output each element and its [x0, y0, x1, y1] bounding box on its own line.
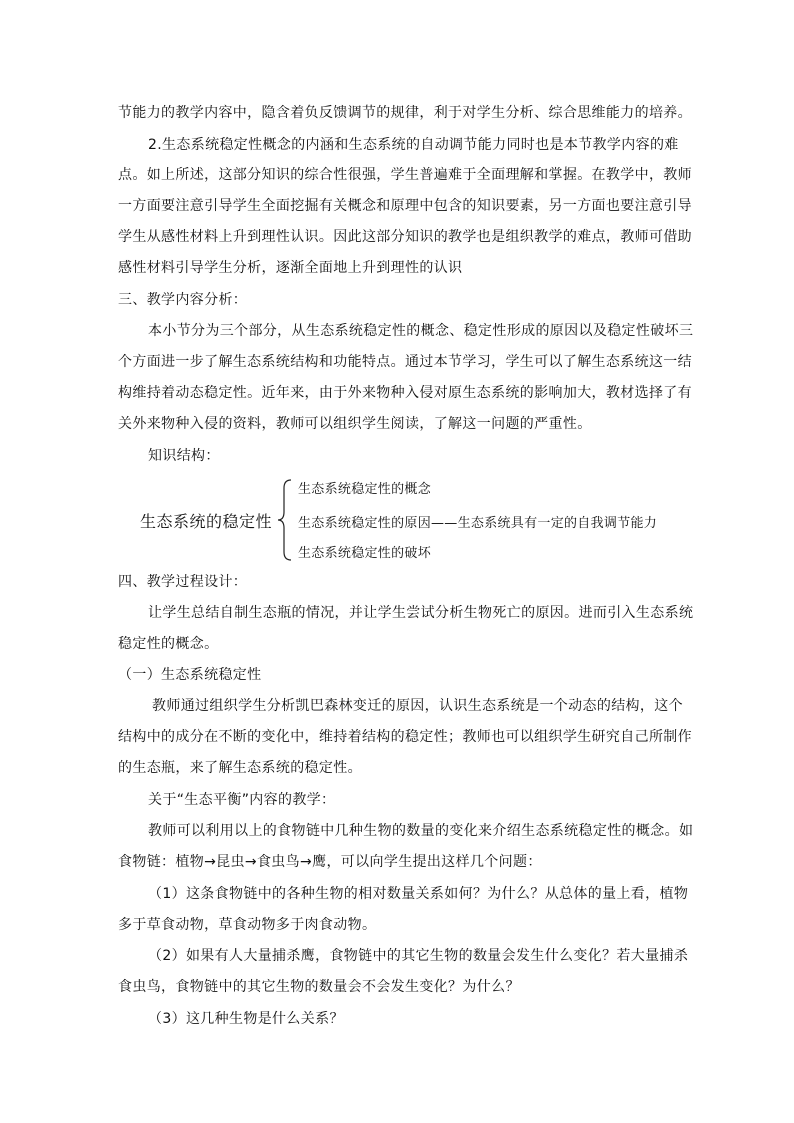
diagram-root-label: 生态系统的稳定性	[140, 512, 273, 531]
diagram-item: 生态系统稳定性的破坏	[298, 546, 432, 561]
left-brace-icon	[276, 478, 296, 562]
diagram-item: 生态系统稳定性的原因——生态系统具有一定的自我调节能力	[298, 516, 658, 531]
paragraph-line: 的生态瓶，来了解生态系统的稳定性。	[118, 760, 362, 776]
knowledge-structure-diagram	[118, 474, 718, 566]
paragraph-line: 关于“生态平衡”内容的教学：	[148, 792, 336, 808]
paragraph-line: 结构中的成分在不断的变化中，维持着结构的稳定性；教师也可以组织学生研究自己所制作	[118, 729, 692, 745]
subheading: 知识结构：	[148, 448, 220, 464]
paragraph-line: 2.生态系统稳定性概念的内涵和生态系统的自动调节能力同时也是本节教学内容的难	[148, 137, 679, 153]
paragraph-line: 多于草食动物，草食动物多于肉食动物。	[118, 917, 377, 933]
section-heading: 四、教学过程设计：	[118, 574, 248, 590]
paragraph-line: 食虫鸟，食物链中的其它生物的数量会不会发生变化？为什么？	[118, 979, 520, 995]
paragraph-line: 关外来物种入侵的资料，教师可以组织学生阅读，了解这一问题的严重性。	[118, 416, 592, 432]
question-line: （3）这几种生物是什么关系？	[148, 1011, 344, 1027]
paragraph-line: 点。如上所述，这部分知识的综合性很强，学生普遍难于全面理解和掌握。在教学中，教师	[118, 167, 692, 183]
diagram-item: 生态系统稳定性的概念	[298, 482, 432, 497]
paragraph-line: 教师通过组织学生分析凯巴森林变迁的原因，认识生态系统是一个动态的结构，这个	[152, 698, 683, 714]
paragraph-line: 节能力的教学内容中，隐含着负反馈调节的规律，利于对学生分析、综合思维能力的培养。	[118, 105, 692, 121]
paragraph-line: 感性材料引导学生分析，逐渐全面地上升到理性的认识	[118, 260, 463, 276]
section-heading: 三、教学内容分析：	[118, 292, 248, 308]
paragraph-line: 个方面进一步了解生态系统结构和功能特点。通过本节学习，学生可以了解生态系统这一结	[118, 354, 692, 370]
question-line: （1）这条食物链中的各种生物的相对数量关系如何？为什么？从总体的量上看，植物	[148, 886, 689, 902]
subsection-heading: （一）生态系统稳定性	[118, 667, 262, 683]
paragraph-line: 本小节分为三个部分，从生态系统稳定性的概念、稳定性形成的原因以及稳定性破坏三	[148, 323, 694, 339]
question-line: （2）如果有人大量捕杀鹰，食物链中的其它生物的数量会发生什么变化？若大量捕杀	[148, 948, 689, 964]
paragraph-line: 稳定性的概念。	[118, 636, 219, 652]
paragraph-line: 一方面要注意引导学生全面挖掘有关概念和原理中包含的知识要素，另一方面也要注意引导	[118, 198, 692, 214]
paragraph-line: 食物链：植物→昆虫→食虫鸟→鹰，可以向学生提出这样几个问题：	[118, 854, 542, 870]
paragraph-line: 教师可以利用以上的食物链中几种生物的数量的变化来介绍生态系统稳定性的概念。如	[148, 823, 694, 839]
paragraph-line: 让学生总结自制生态瓶的情况，并让学生尝试分析生物死亡的原因。进而引入生态系统	[148, 605, 694, 621]
paragraph-line: 构维持着动态稳定性。近年来，由于外来物种入侵对原生态系统的影响加大，教材选择了有	[118, 385, 692, 401]
paragraph-line: 学生从感性材料上升到理性认识。因此这部分知识的教学也是组织教学的难点，教师可借助	[118, 229, 692, 245]
